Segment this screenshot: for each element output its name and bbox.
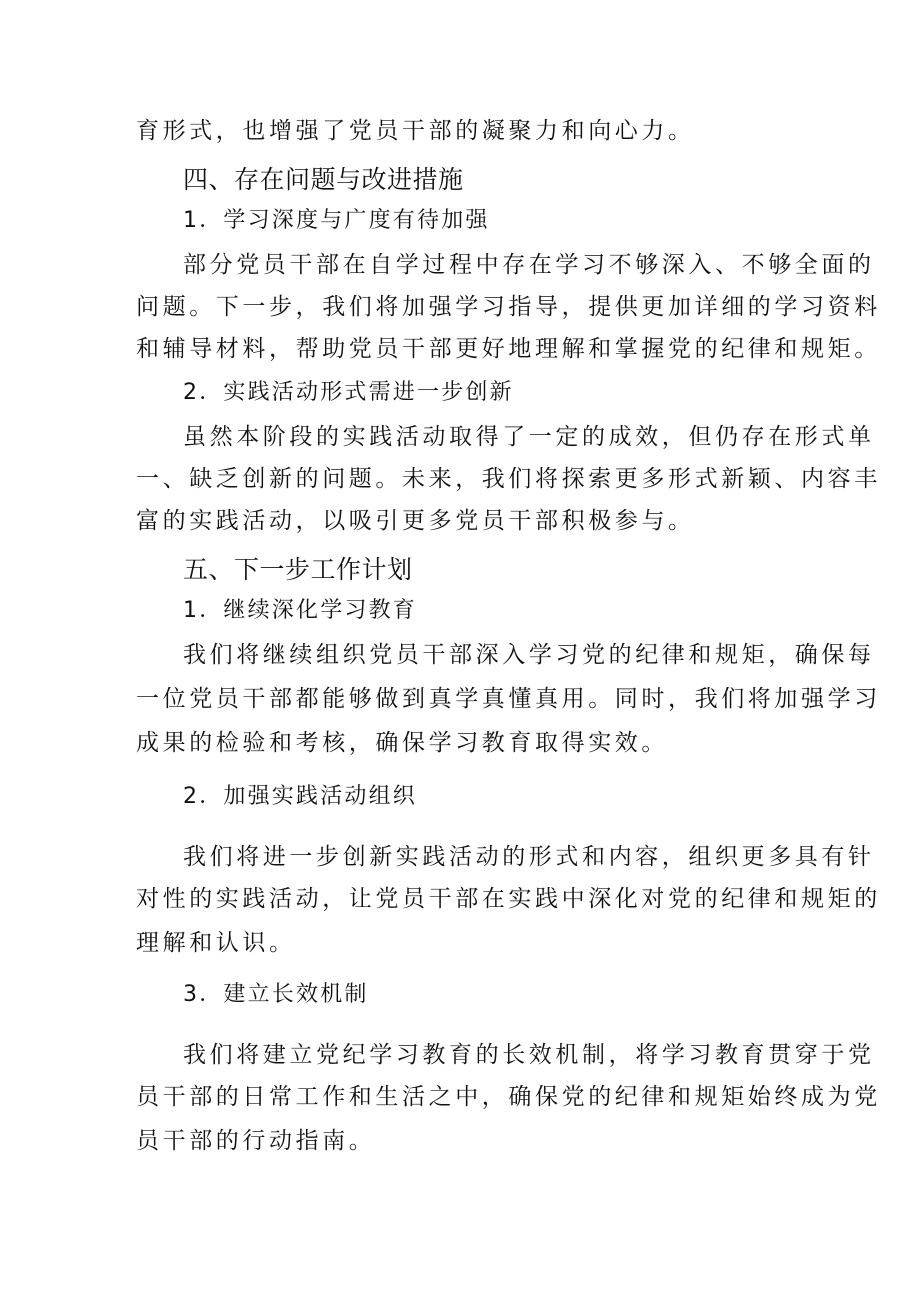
- paragraph-line: 一位党员干部都能够做到真学真懂真用。同时，我们将加强学习: [136, 686, 881, 712]
- paragraph-line: 我们将进一步创新实践活动的形式和内容，组织更多具有针: [183, 844, 875, 870]
- section-5-heading: 五、下一步工作计划: [183, 555, 413, 584]
- paragraph-line: 成果的检验和考核，确保学习教育取得实效。: [136, 730, 668, 756]
- paragraph-line: 和辅导材料，帮助党员干部更好地理解和掌握党的纪律和规矩。: [136, 336, 881, 362]
- section-4-heading: 四、存在问题与改进措施: [183, 165, 464, 194]
- paragraph-line: 我们将继续组织党员干部深入学习党的纪律和规矩，确保每: [183, 642, 875, 668]
- section-4-item-1-title: 1．学习深度与广度有待加强: [183, 208, 490, 233]
- paragraph-line: 员干部的行动指南。: [136, 1128, 376, 1154]
- paragraph-line: 理解和认识。: [136, 930, 296, 956]
- paragraph-line: 部分党员干部在自学过程中存在学习不够深入、不够全面的: [183, 252, 875, 278]
- paragraph-line: 富的实践活动，以吸引更多党员干部积极参与。: [136, 508, 695, 534]
- section-5-item-2-title: 2．加强实践活动组织: [183, 784, 417, 809]
- paragraph-line: 问题。下一步，我们将加强学习指导，提供更加详细的学习资料: [136, 294, 881, 320]
- paragraph-line: 对性的实践活动，让党员干部在实践中深化对党的纪律和规矩的: [136, 886, 881, 912]
- intro-tail-line: 育形式，也增强了党员干部的凝聚力和向心力。: [136, 118, 695, 144]
- paragraph-line: 一、缺乏创新的问题。未来，我们将探索更多形式新颖、内容丰: [136, 466, 881, 492]
- paragraph-line: 我们将建立党纪学习教育的长效机制，将学习教育贯穿于党: [183, 1042, 875, 1068]
- paragraph-line: 虽然本阶段的实践活动取得了一定的成效，但仍存在形式单: [183, 424, 875, 450]
- section-5-item-1-title: 1．继续深化学习教育: [183, 598, 417, 623]
- section-5-item-3-title: 3．建立长效机制: [183, 982, 369, 1007]
- section-4-item-2-title: 2．实践活动形式需进一步创新: [183, 380, 514, 405]
- paragraph-line: 员干部的日常工作和生活之中，确保党的纪律和规矩始终成为党: [136, 1084, 881, 1110]
